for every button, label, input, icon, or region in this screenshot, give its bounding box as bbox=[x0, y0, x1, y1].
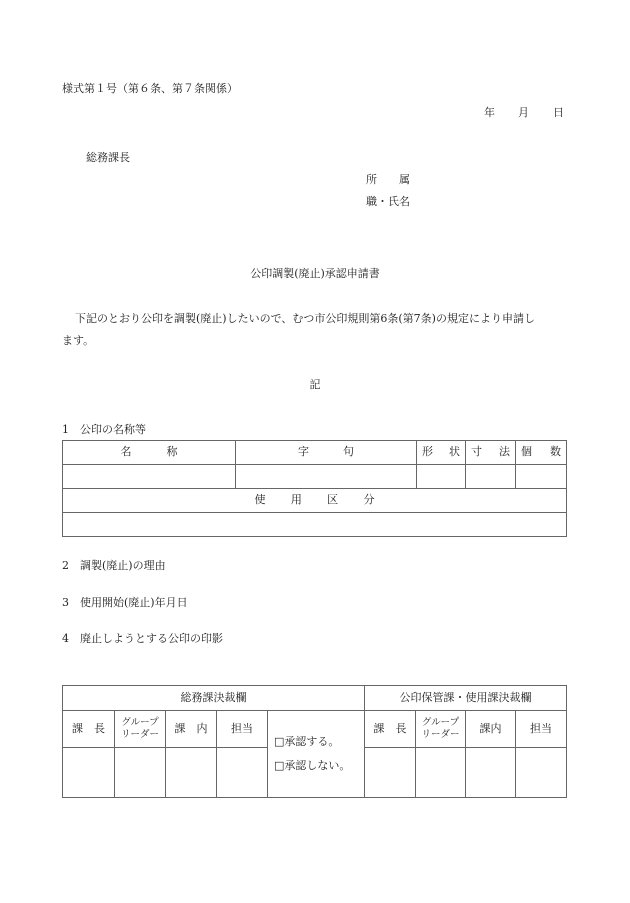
left-col-group-leader: グループ リーダー bbox=[115, 711, 166, 748]
left-seal-group-leader[interactable] bbox=[115, 748, 166, 798]
left-seal-in-charge[interactable] bbox=[217, 748, 268, 798]
left-col-section-staff: 課 内 bbox=[166, 711, 217, 748]
size-cell[interactable] bbox=[466, 465, 516, 489]
document-title: 公印調製(廃止)承認申請書 bbox=[250, 267, 380, 280]
wording-cell[interactable] bbox=[236, 465, 417, 489]
approve-checkbox[interactable]: □承認する。 bbox=[274, 734, 340, 748]
approval-table bbox=[62, 685, 567, 798]
header-char: 数 bbox=[550, 445, 561, 459]
header-name bbox=[63, 441, 236, 465]
usage-char: 分 bbox=[363, 493, 375, 507]
right-col-in-charge: 担当 bbox=[516, 711, 567, 748]
header-char: 字 bbox=[298, 445, 309, 459]
reject-checkbox[interactable]: □承認しない。 bbox=[274, 759, 351, 772]
shape-cell[interactable] bbox=[417, 465, 466, 489]
right-seal-section-staff[interactable] bbox=[466, 748, 516, 798]
left-col-in-charge: 担当 bbox=[217, 711, 268, 748]
usage-cell[interactable] bbox=[63, 513, 567, 537]
header-char: 法 bbox=[499, 445, 510, 459]
section2-heading: 2 調製(廃止)の理由 bbox=[62, 559, 166, 572]
date-year-label: 年 bbox=[484, 106, 495, 119]
section3-heading: 3 使用開始(廃止)年月日 bbox=[62, 596, 188, 609]
general-affairs-approval-title: 総務課決裁欄 bbox=[63, 686, 365, 711]
header-count bbox=[516, 441, 567, 465]
header-char: 形 bbox=[422, 445, 433, 459]
header-char: 句 bbox=[343, 445, 354, 459]
right-seal-group-leader[interactable] bbox=[416, 748, 466, 798]
left-seal-section-chief[interactable] bbox=[63, 748, 115, 798]
usage-header bbox=[63, 489, 567, 513]
approval-options bbox=[268, 711, 365, 798]
section1-heading: 1 公印の名称等 bbox=[62, 423, 146, 436]
usage-char: 区 bbox=[327, 493, 339, 507]
right-col-group-leader: グループ リーダー bbox=[416, 711, 466, 748]
body-text-line2: ます。 bbox=[62, 334, 95, 347]
seal-info-table bbox=[62, 440, 567, 537]
right-col-section-chief: 課 長 bbox=[365, 711, 416, 748]
header-shape bbox=[417, 441, 466, 465]
name-cell[interactable] bbox=[63, 465, 236, 489]
left-seal-section-staff[interactable] bbox=[166, 748, 217, 798]
header-wording bbox=[236, 441, 417, 465]
form-number-label: 様式第１号（第６条、第７条関係） bbox=[62, 82, 238, 95]
seal-custody-approval-title: 公印保管課・使用課決裁欄 bbox=[365, 686, 567, 711]
header-char: 個 bbox=[521, 445, 532, 459]
section4-heading: 4 廃止しようとする公印の印影 bbox=[62, 632, 223, 645]
usage-char: 使 bbox=[254, 493, 266, 507]
addressee: 総務課長 bbox=[86, 151, 130, 164]
right-seal-section-chief[interactable] bbox=[365, 748, 416, 798]
ki-label: 記 bbox=[309, 378, 321, 391]
count-cell[interactable] bbox=[516, 465, 567, 489]
date-month-label: 月 bbox=[518, 106, 529, 119]
header-char: 称 bbox=[166, 445, 178, 459]
header-char: 状 bbox=[449, 445, 460, 459]
usage-char: 用 bbox=[290, 493, 302, 507]
affiliation-label: 所 属 bbox=[366, 173, 410, 186]
name-label: 職・氏名 bbox=[366, 195, 410, 208]
header-char: 名 bbox=[120, 445, 132, 459]
right-col-section-staff: 課内 bbox=[466, 711, 516, 748]
header-size bbox=[466, 441, 516, 465]
body-text-line1: 下記のとおり公印を調製(廃止)したいので、むつ市公印規則第6条(第7条)の規定により申請し bbox=[75, 312, 535, 325]
left-col-section-chief: 課 長 bbox=[63, 711, 115, 748]
date-day-label: 日 bbox=[553, 106, 564, 119]
right-seal-in-charge[interactable] bbox=[516, 748, 567, 798]
header-char: 寸 bbox=[471, 445, 482, 459]
